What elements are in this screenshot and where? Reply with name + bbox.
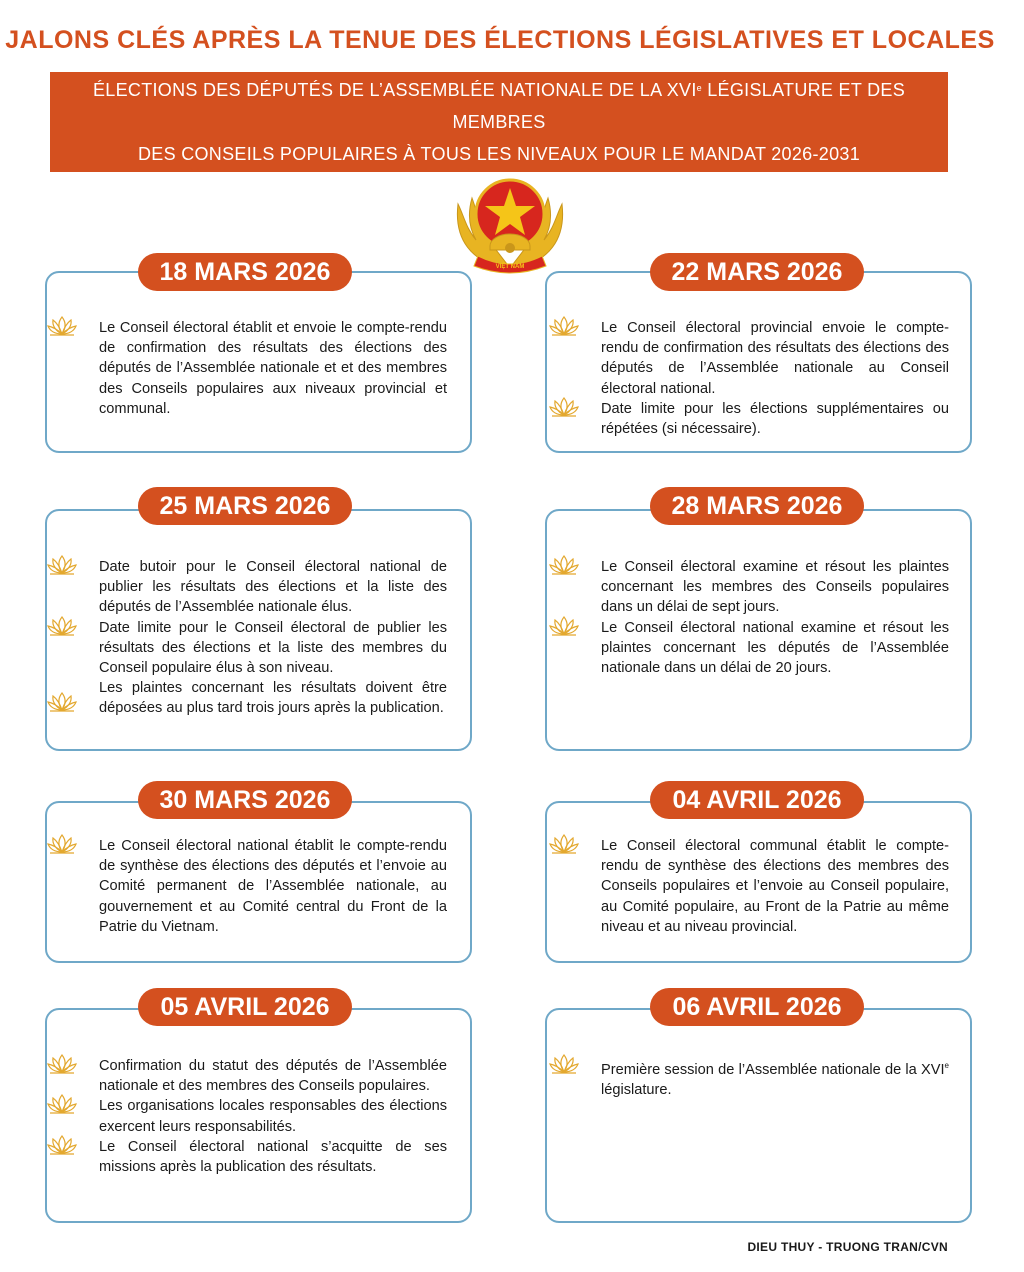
lotus-bullet-icon bbox=[47, 834, 77, 854]
page-title: JALONS CLÉS APRÈS LA TENUE DES ÉLECTIONS LÉGISLATIVES ET LOCALES bbox=[5, 26, 995, 54]
lotus-bullet-icon bbox=[47, 316, 77, 336]
date-badge-18-mars: 18 MARS 2026 bbox=[138, 253, 352, 291]
milestone-card-06-avril bbox=[545, 1008, 972, 1223]
lotus-bullet-icon bbox=[47, 692, 77, 712]
list-item: Les plaintes concernant les résultats doivent être déposées au plus tard trois jours après la publication. bbox=[99, 678, 447, 718]
milestone-items-18-mars bbox=[99, 318, 447, 419]
date-badge-25-mars: 25 MARS 2026 bbox=[138, 487, 352, 525]
lotus-bullet-icon bbox=[549, 1054, 579, 1074]
svg-text:VIỆT NAM: VIỆT NAM bbox=[495, 264, 525, 270]
date-badge-30-mars: 30 MARS 2026 bbox=[138, 781, 352, 819]
list-item: Le Conseil électoral national établit le compte-rendu de synthèse des élections des députés et l’envoie au Comité permanent de l’Assemblée nationale, au gouvernement et au Comité central du Front de la Patrie du Vietnam. bbox=[99, 836, 447, 937]
list-item: Le Conseil électoral national examine et résout les plaintes concernant les députés de l’Assemblée nationale dans un délai de 20 jours. bbox=[601, 618, 949, 679]
date-badge-28-mars: 28 MARS 2026 bbox=[650, 487, 864, 525]
milestone-items-06-avril bbox=[601, 1056, 949, 1100]
national-emblem-icon bbox=[450, 168, 570, 278]
list-item: Les organisations locales responsables des élections exercent leurs responsabilités. bbox=[99, 1096, 447, 1136]
lotus-bullet-icon bbox=[47, 1094, 77, 1114]
list-item: Date butoir pour le Conseil électoral national de publier les résultats des élections et la liste des députés de l’Assemblée nationale élus. bbox=[99, 557, 447, 618]
list-item: Date limite pour les élections supplémentaires ou répétées (si nécessaire). bbox=[601, 399, 949, 439]
credit-line: DIEU THUY - TRUONG TRAN/CVN bbox=[747, 1240, 948, 1254]
lotus-bullet-icon bbox=[549, 397, 579, 417]
date-badge-06-avril: 06 AVRIL 2026 bbox=[650, 988, 864, 1026]
milestone-items-28-mars bbox=[601, 557, 949, 678]
lotus-bullet-icon bbox=[549, 834, 579, 854]
milestone-items-05-avril bbox=[99, 1056, 447, 1177]
lotus-bullet-icon bbox=[47, 1054, 77, 1074]
list-item: Date limite pour le Conseil électoral de publier les résultats des élections et la liste des membres du Conseil populaire élus à son niveau. bbox=[99, 618, 447, 679]
list-item: Confirmation du statut des députés de l’Assemblée nationale et des membres des Conseils populaires. bbox=[99, 1056, 447, 1096]
lotus-bullet-icon bbox=[47, 555, 77, 575]
lotus-bullet-icon bbox=[549, 616, 579, 636]
date-badge-05-avril: 05 AVRIL 2026 bbox=[138, 988, 352, 1026]
subtitle-banner bbox=[50, 72, 948, 172]
date-badge-22-mars: 22 MARS 2026 bbox=[650, 253, 864, 291]
list-item: Le Conseil électoral examine et résout les plaintes concernant les membres des Conseils populaires dans un délai de sept jours. bbox=[601, 557, 949, 618]
banner-line-2: DES CONSEILS POPULAIRES À TOUS LES NIVEAUX POUR LE MANDAT 2026-2031 bbox=[137, 144, 861, 164]
list-item: Le Conseil électoral établit et envoie le compte-rendu de confirmation des résultats des élections des députés de l’Assemblée nationale et et des membres des Conseils populaires aux niveaux provincial et communal. bbox=[99, 318, 447, 419]
milestone-items-04-avril bbox=[601, 836, 949, 937]
lotus-bullet-icon bbox=[549, 316, 579, 336]
lotus-bullet-icon bbox=[549, 555, 579, 575]
lotus-bullet-icon bbox=[47, 1135, 77, 1155]
milestone-items-25-mars bbox=[99, 557, 447, 719]
list-item: Le Conseil électoral communal établit le compte-rendu de synthèse des élections des membres des Conseils populaires et l’envoie au Conseil populaire, au Comité populaire, au Front de la Patrie au même niveau et au niveau provincial. bbox=[601, 836, 949, 937]
list-item: Le Conseil électoral provincial envoie le compte-rendu de confirmation des résultats des élections des députés de l’Assemblée nationale au Conseil électoral national. bbox=[601, 318, 949, 399]
milestone-items-30-mars bbox=[99, 836, 447, 937]
list-item: Le Conseil électoral national s’acquitte de ses missions après la publication des résultats. bbox=[99, 1137, 447, 1177]
date-badge-04-avril: 04 AVRIL 2026 bbox=[650, 781, 864, 819]
milestone-items-22-mars bbox=[601, 318, 949, 439]
banner-line-1: ÉLECTIONS DES DÉPUTÉS DE L’ASSEMBLÉE NATIONALE DE LA XVIe LÉGISLATURE ET DES MEMBRES bbox=[92, 80, 906, 132]
list-item: Première session de l’Assemblée nationale de la XVIe législature. bbox=[601, 1056, 949, 1100]
lotus-bullet-icon bbox=[47, 616, 77, 636]
